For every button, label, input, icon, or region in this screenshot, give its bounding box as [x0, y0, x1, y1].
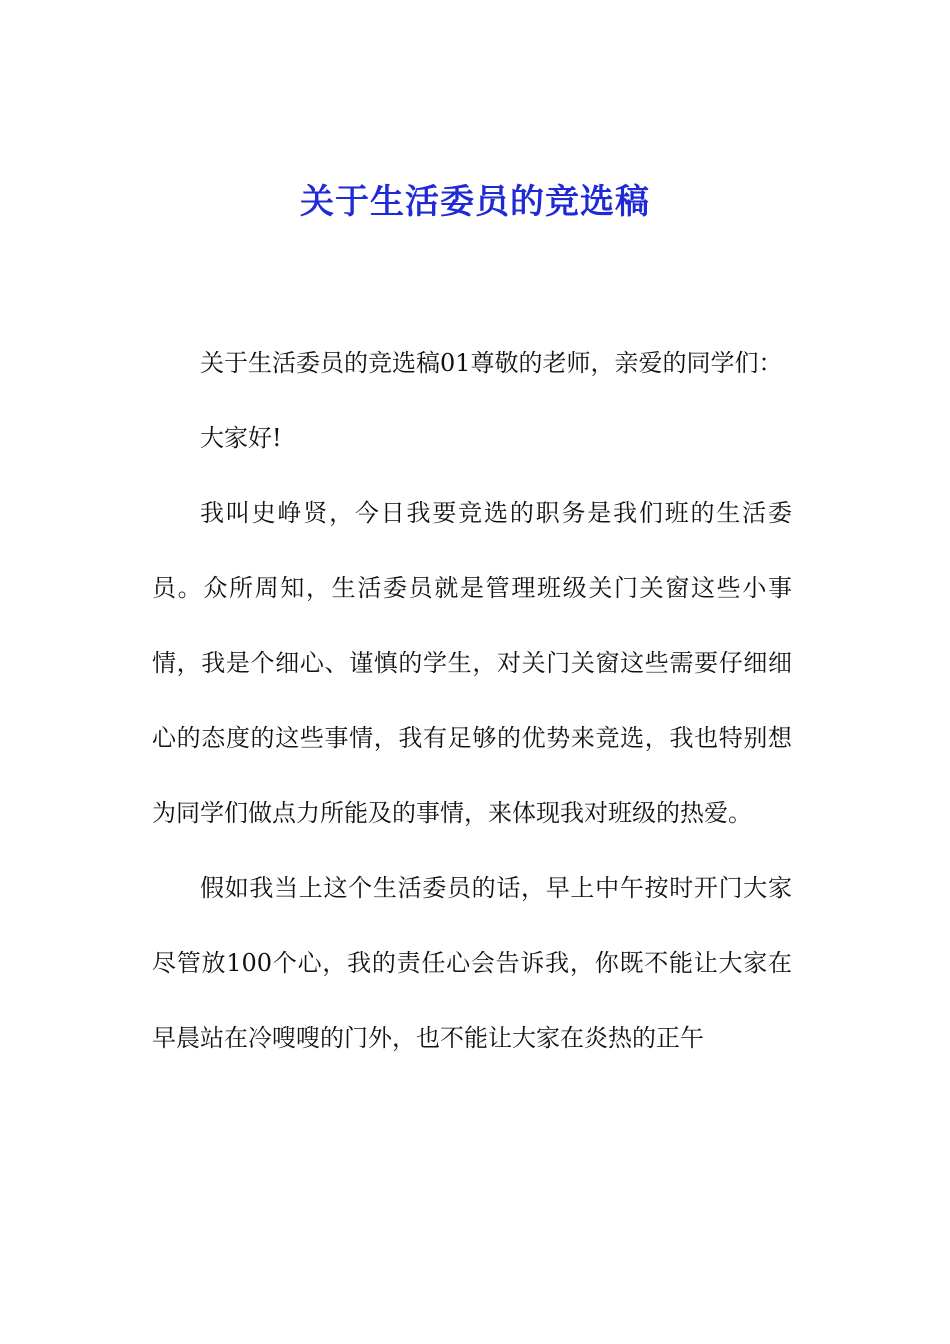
- paragraph-pledge: 假如我当上这个生活委员的话，早上中午按时开门大家尽管放100个心，我的责任心会告诉我，你既不能让大家在早晨站在冷嗖嗖的门外，也不能让大家在炎热的正午: [152, 874, 792, 1052]
- document-title: 关于生活委员的竞选稿: [300, 182, 650, 222]
- paragraph-greeting: 关于生活委员的竞选稿01尊敬的老师，亲爱的同学们：: [200, 349, 783, 377]
- paragraph-introduction: 我叫史峥贤，今日我要竞选的职务是我们班的生活委员。众所周知，生活委员就是管理班级关门关窗这些小事情，我是个细心、谨慎的学生，对关门关窗这些需要仔细细心的态度的这些事情，我有足够的优势来竞选，我也特别想为同学们做点力所能及的事情，来体现我对班级的热爱。: [152, 499, 792, 827]
- document-body: [152, 326, 792, 1076]
- paragraph-hello: 大家好!: [200, 424, 282, 452]
